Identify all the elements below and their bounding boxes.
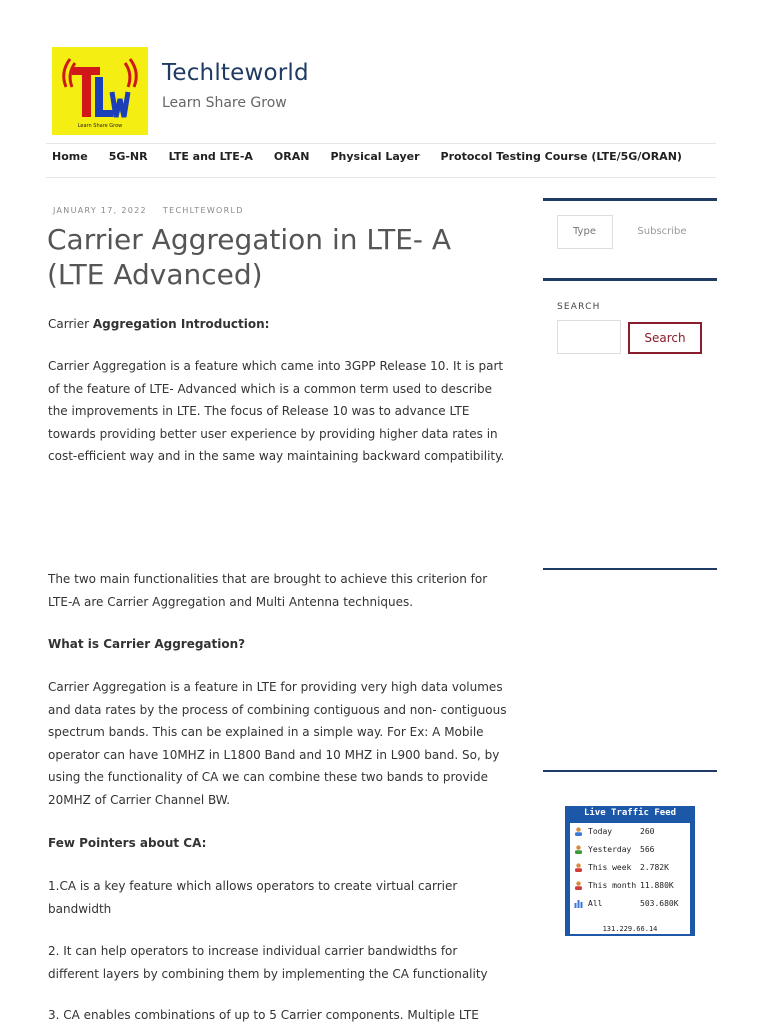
traffic-value: 260 [640, 827, 655, 836]
post-title: Carrier Aggregation in LTE- A (LTE Advanced) [47, 223, 452, 291]
user-icon [574, 863, 583, 872]
traffic-label: Yesterday [588, 845, 632, 854]
user-icon [574, 827, 583, 836]
intro-prefix: Carrier [48, 317, 93, 331]
site-tagline: Learn Share Grow [162, 95, 287, 111]
paragraph-ca-definition: Carrier Aggregation is a feature in LTE for providing very high data volumes and data rates by the process of combining contiguous and non- contiguous spectrum bands. This can be explained in a simple way. For Ex: A Mobile operator can have 10MHZ in L1800 Band and 10 MHZ in L900 band. So, by using the functionality of CA we can combine these two bands to provide 20MHZ of Carrier Channel BW. [48, 680, 507, 807]
traffic-widget-title: Live Traffic Feed [583, 808, 677, 818]
post-meta [53, 206, 244, 215]
paragraph-release-10: Carrier Aggregation is a feature which came into 3GPP Release 10. It is part of the feature of LTE- Advanced which is a common term used to describe the improvements in LTE. The focus of Release 10 was to advance LTE towards providing better user experience by providing higher data rates in cost-efficient way and in the same way maintaining backward compatibility. [48, 359, 505, 463]
subscribe-button[interactable]: Subscribe [637, 226, 687, 237]
intro-heading-paragraph [48, 313, 508, 336]
bar-chart-icon [574, 899, 583, 908]
nav-divider-top [46, 143, 716, 144]
traffic-row-today [570, 823, 690, 841]
site-title[interactable]: Techlteworld [162, 60, 309, 86]
traffic-stats-panel [570, 823, 690, 925]
intro-heading: Aggregation Introduction: [92, 317, 270, 331]
traffic-label: This month [588, 881, 637, 890]
traffic-visitor-ip: 131.229.66.14 [570, 924, 690, 934]
sidebar-rule-widget-4 [543, 770, 717, 772]
post-date[interactable]: JANUARY 17, 2022 [53, 206, 147, 215]
traffic-row-this-week [570, 859, 690, 877]
user-icon [574, 845, 583, 854]
traffic-label: Today [588, 827, 613, 836]
traffic-row-this-month [570, 877, 690, 895]
traffic-label: All [588, 899, 603, 908]
post-author[interactable]: TECHLTEWORLD [162, 206, 244, 215]
nav-item-oran[interactable]: ORAN [273, 150, 310, 163]
traffic-label: This week [588, 863, 632, 872]
traffic-value: 566 [640, 845, 655, 854]
user-icon [574, 881, 583, 890]
nav-item-home[interactable]: Home [52, 150, 88, 163]
heading-what-is-ca: What is Carrier Aggregation? [48, 637, 246, 651]
pointer-2: 2. It can help operators to increase individual carrier bandwidths for different layers by combining them by implementing the CA functionality [48, 944, 488, 981]
traffic-value: 503.680K [640, 899, 679, 908]
sidebar-rule-search [543, 278, 717, 281]
logo-graphic [52, 47, 148, 135]
subscribe-email-input[interactable] [557, 215, 613, 249]
nav-item-5g-nr[interactable]: 5G-NR [108, 150, 148, 163]
nav-item-protocol-testing-course[interactable]: Protocol Testing Course (LTE/5G/ORAN) [440, 150, 682, 163]
traffic-row-all [570, 895, 690, 913]
paragraph-main-functionalities: The two main functionalities that are brought to achieve this criterion for LTE-A are Carrier Aggregation and Multi Antenna techniques. [48, 572, 488, 609]
search-input[interactable] [557, 320, 621, 354]
nav-divider-bottom [46, 177, 716, 178]
traffic-row-yesterday [570, 841, 690, 859]
sidebar-rule-widget-3 [543, 568, 717, 570]
nav-item-physical-layer[interactable]: Physical Layer [330, 150, 420, 163]
search-widget-label: SEARCH [557, 302, 601, 312]
pointer-3: 3. CA enables combinations of up to 5 Carrier components. Multiple LTE [48, 1008, 479, 1022]
traffic-value: 2.782K [640, 863, 669, 872]
heading-few-pointers: Few Pointers about CA: [48, 836, 207, 850]
traffic-value: 11.880K [640, 881, 674, 890]
nav-item-lte-and-lte-a[interactable]: LTE and LTE-A [168, 150, 253, 163]
logo-tagline: Learn Share Grow [77, 123, 123, 129]
search-button[interactable]: Search [628, 322, 702, 354]
pointer-1: 1.CA is a key feature which allows operators to create virtual carrier bandwidth [48, 879, 458, 916]
sidebar-rule-subscribe [543, 198, 717, 201]
site-logo[interactable] [52, 47, 148, 135]
live-traffic-widget[interactable] [565, 806, 695, 936]
main-nav [52, 150, 703, 168]
